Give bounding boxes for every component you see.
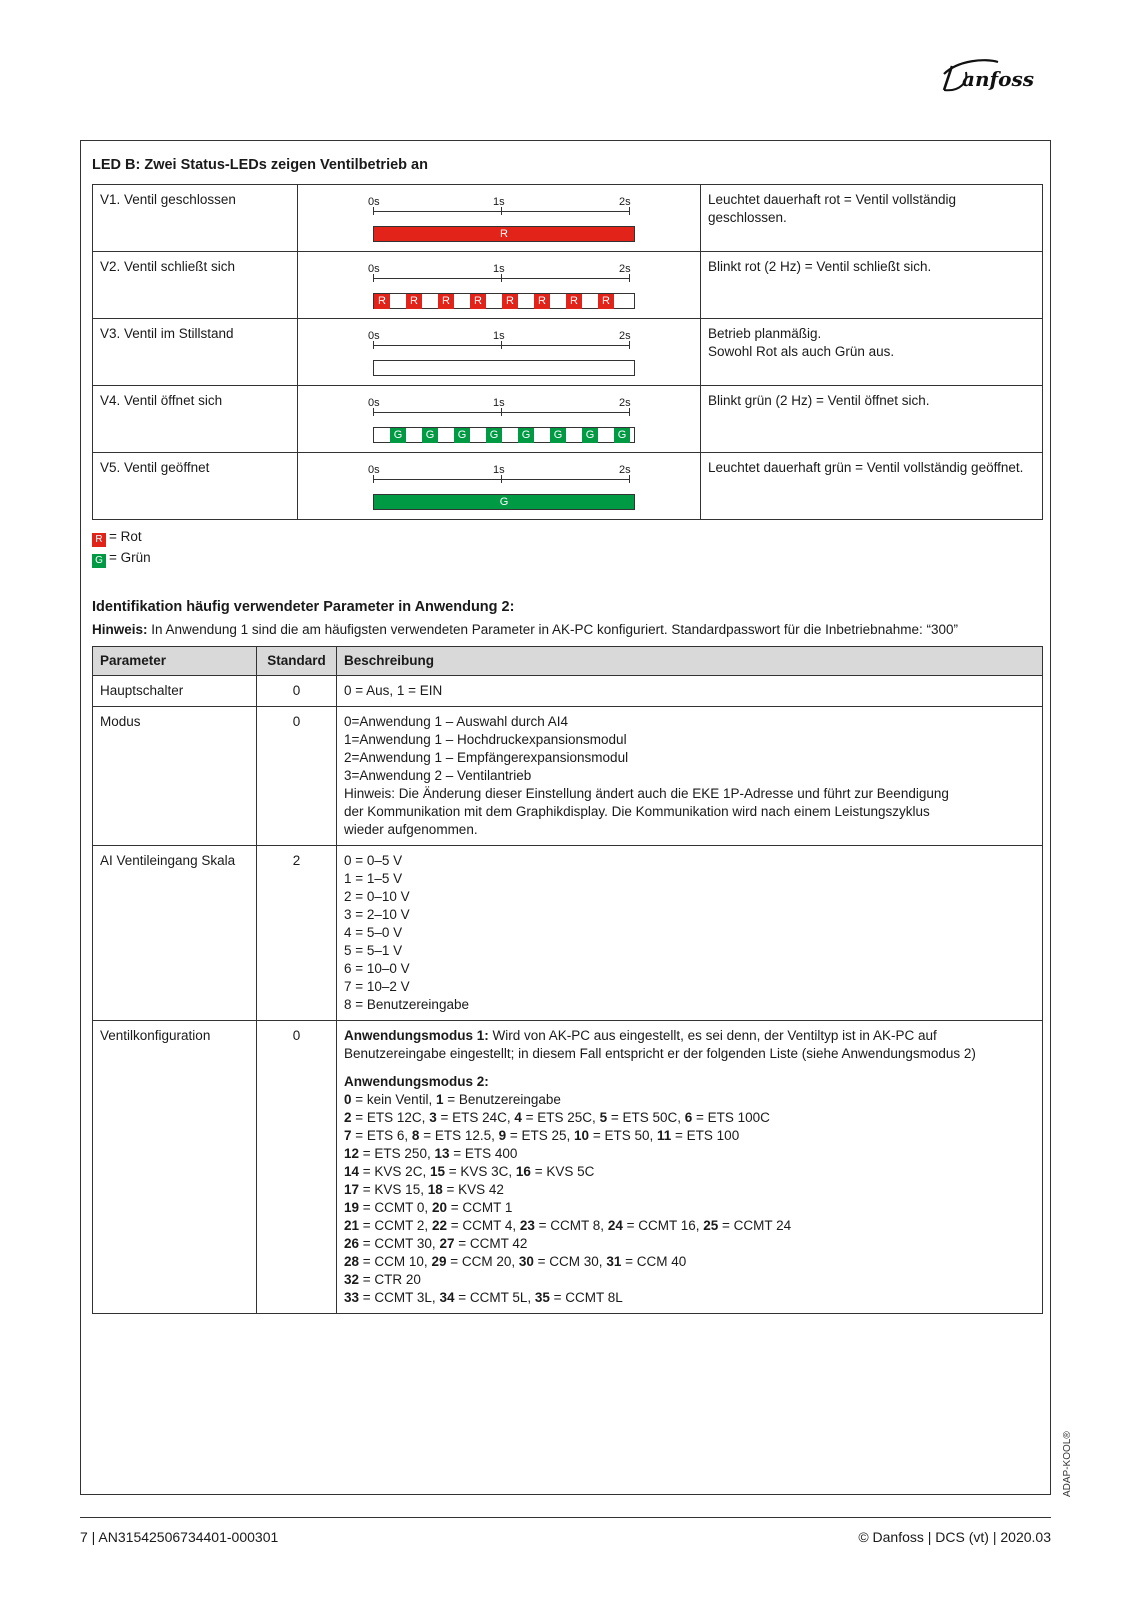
led-description: Blinkt rot (2 Hz) = Ventil schließt sich. xyxy=(701,252,1043,319)
table-row xyxy=(93,846,1043,1021)
valve-type-list xyxy=(344,1091,1035,1307)
param-default: 0 xyxy=(257,1021,337,1314)
led-bar-red: R xyxy=(373,226,635,242)
legend-item-green xyxy=(92,550,151,568)
led-description: Betrieb planmäßig. Sowohl Rot als auch Grün aus. xyxy=(701,319,1043,386)
timeline-label: 1s xyxy=(493,330,505,342)
table-row xyxy=(93,453,1043,520)
led-seg-red: R xyxy=(438,294,454,309)
legend-item-red xyxy=(92,529,142,547)
valve-type-line: 33 = CCMT 3L, 34 = CCMT 5L, 35 = CCMT 8L xyxy=(344,1290,623,1305)
table-row xyxy=(93,1021,1043,1314)
param-description: 0 = Aus, 1 = EIN xyxy=(337,676,1043,707)
param-description: 0 = 0–5 V 1 = 1–5 V 2 = 0–10 V 3 = 2–10 V 4 = 5–0 V 5 = 5–1 V 6 = 10–0 V 7 = 10–2 V 8 = Benutzereingabe xyxy=(337,846,1043,1021)
column-header: Standard xyxy=(257,647,337,676)
timeline-label: 1s xyxy=(493,464,505,476)
led-seg-red: R xyxy=(566,294,582,309)
param-name: Hauptschalter xyxy=(93,676,257,707)
valve-type-line: 19 = CCMT 0, 20 = CCMT 1 xyxy=(344,1200,513,1215)
table-row xyxy=(93,386,1043,453)
legend-swatch-red: R xyxy=(92,533,106,547)
danfoss-logo xyxy=(938,52,1050,96)
param-default: 0 xyxy=(257,707,337,846)
led-seg-red: R xyxy=(470,294,486,309)
led-seg-red: R xyxy=(502,294,518,309)
led-seg-red: R xyxy=(534,294,550,309)
led-blink-green xyxy=(373,427,635,443)
led-seg-green: G xyxy=(518,428,534,443)
valve-type-line: 7 = ETS 6, 8 = ETS 12.5, 9 = ETS 25, 10 = ETS 50, 11 = ETS 100 xyxy=(344,1128,740,1143)
led-seg-green: G xyxy=(614,428,630,443)
column-header: Parameter xyxy=(93,647,257,676)
valve-type-line: 17 = KVS 15, 18 = KVS 42 xyxy=(344,1182,504,1197)
led-seg-green: G xyxy=(486,428,502,443)
param-description: 0=Anwendung 1 – Auswahl durch AI4 1=Anwendung 1 – Hochdruckexpansionsmodul 2=Anwendung 1 – Empfängerexpansionsmodul 3=Anwendung 2 – Ventilantrieb Hinweis: Die Änderung dieser Einstellung ändert auch die EKE 1P-Adresse und führt zur Beendigung der Kommunikation mit dem Graphikdisplay. Die Kommunikation wird nach einem Leistungszyklus wieder aufgenommen. xyxy=(337,707,1043,846)
param-name: Modus xyxy=(93,707,257,846)
led-bar-green: G xyxy=(373,494,635,510)
led-timeline xyxy=(298,185,701,252)
param-note: Hinweis: In Anwendung 1 sind die am häufigsten verwendeten Parameter in AK-PC konfiguriert. Standardpasswort für die Inbetriebnahme: “300” xyxy=(92,622,958,637)
led-timeline xyxy=(298,252,701,319)
param-name: Ventilkonfiguration xyxy=(93,1021,257,1314)
led-state-name: V2. Ventil schließt sich xyxy=(93,252,298,319)
valve-type-line: 26 = CCMT 30, 27 = CCMT 42 xyxy=(344,1236,528,1251)
timeline-label: 2s xyxy=(619,464,631,476)
table-row xyxy=(93,676,1043,707)
timeline-label: 0s xyxy=(368,397,380,409)
timeline-label: 0s xyxy=(368,330,380,342)
legend-label: = Rot xyxy=(109,529,142,544)
footer-copyright: © Danfoss | DCS (vt) | 2020.03 xyxy=(858,1529,1051,1545)
led-timeline xyxy=(298,386,701,453)
timeline-label: 2s xyxy=(619,263,631,275)
led-seg-green: G xyxy=(582,428,598,443)
valve-type-line: 32 = CTR 20 xyxy=(344,1272,421,1287)
param-default: 2 xyxy=(257,846,337,1021)
table-row xyxy=(93,252,1043,319)
led-seg-green: G xyxy=(422,428,438,443)
led-description: Blinkt grün (2 Hz) = Ventil öffnet sich. xyxy=(701,386,1043,453)
column-header: Beschreibung xyxy=(337,647,1043,676)
legend-swatch-green: G xyxy=(92,554,106,568)
param-description: Anwendungsmodus 1: Wird von AK-PC aus eingestellt, es sei denn, der Ventiltyp ist in AK-PC auf Benutzereingabe eingestellt; in diesem Fall entspricht er der folgenden Liste (siehe Anwendungsmodus 2) Anwendungsmodus 2: 0 = kein Ventil, 1 = Benutzereingabe 2 = ETS 12C, 3 = ETS 24C, 4 = ETS 25C, 5 = ETS 50C, 6 = ETS 100C 7 = ETS 6, 8 = ETS 12.5, 9 = ETS 25, 10 = ETS 50, 11 = ETS 100 12 = ETS 250, 13 = ETS 400 14 = KVS 2C, 15 = KVS 3C, 16 = KVS 5C 17 = KVS 15, 18 = KVS 42 19 = CCMT 0, 20 = CCMT 1 21 = CCMT 2, 22 = CCMT 4, 23 = CCMT 8, 24 = CCMT 16, 25 = CCMT 24 26 = CCMT 30, 27 = CCMT 42 28 = CCM 10, 29 = CCM 20, 30 = CCM 30, 31 = CCM 40 32 = CTR 20 33 = CCMT 3L, 34 = CCMT 5L, 35 = CCMT 8L xyxy=(337,1021,1043,1314)
param-section-title: Identifikation häufig verwendeter Parameter in Anwendung 2: xyxy=(92,599,515,615)
timeline-label: 1s xyxy=(493,397,505,409)
timeline-label: 1s xyxy=(493,263,505,275)
valve-type-line: 14 = KVS 2C, 15 = KVS 3C, 16 = KVS 5C xyxy=(344,1164,595,1179)
timeline-label: 2s xyxy=(619,397,631,409)
table-row xyxy=(93,319,1043,386)
legend-label: = Grün xyxy=(109,550,151,565)
led-seg-green: G xyxy=(390,428,406,443)
valve-type-line: 12 = ETS 250, 13 = ETS 400 xyxy=(344,1146,518,1161)
led-table xyxy=(92,184,1043,520)
timeline-label: 0s xyxy=(368,263,380,275)
led-seg-red: R xyxy=(374,294,390,309)
led-state-name: V1. Ventil geschlossen xyxy=(93,185,298,252)
param-default: 0 xyxy=(257,676,337,707)
led-timeline xyxy=(298,319,701,386)
led-state-name: V3. Ventil im Stillstand xyxy=(93,319,298,386)
timeline-label: 2s xyxy=(619,330,631,342)
footer-divider xyxy=(80,1517,1051,1518)
table-row xyxy=(93,707,1043,846)
led-seg-red: R xyxy=(406,294,422,309)
led-seg-red: R xyxy=(598,294,614,309)
led-state-name: V4. Ventil öffnet sich xyxy=(93,386,298,453)
timeline-label: 1s xyxy=(493,196,505,208)
valve-type-line: 21 = CCMT 2, 22 = CCMT 4, 23 = CCMT 8, 24 = CCMT 16, 25 = CCMT 24 xyxy=(344,1218,792,1233)
footer-doc-id: 7 | AN31542506734401-000301 xyxy=(80,1529,279,1545)
table-header-row xyxy=(93,647,1043,676)
svg-text:anfoss: anfoss xyxy=(962,67,1034,91)
led-seg-green: G xyxy=(550,428,566,443)
led-section-title: LED B: Zwei Status-LEDs zeigen Ventilbetrieb an xyxy=(92,157,428,173)
valve-type-line: 0 = kein Ventil, 1 = Benutzereingabe xyxy=(344,1092,561,1107)
timeline-label: 0s xyxy=(368,464,380,476)
logo-text: Danfoss xyxy=(938,52,942,53)
timeline-label: 0s xyxy=(368,196,380,208)
table-row xyxy=(93,185,1043,252)
side-brand-text: ADAP-KOOL® xyxy=(1062,1431,1073,1497)
led-description: Leuchtet dauerhaft rot = Ventil vollständig geschlossen. xyxy=(701,185,1043,252)
param-name: AI Ventileingang Skala xyxy=(93,846,257,1021)
valve-type-line: 2 = ETS 12C, 3 = ETS 24C, 4 = ETS 25C, 5 = ETS 50C, 6 = ETS 100C xyxy=(344,1110,770,1125)
led-blink-red xyxy=(373,293,635,309)
parameter-table xyxy=(92,646,1043,1314)
led-timeline xyxy=(298,453,701,520)
led-bar-off xyxy=(373,360,635,376)
valve-type-line: 28 = CCM 10, 29 = CCM 20, 30 = CCM 30, 31 = CCM 40 xyxy=(344,1254,687,1269)
timeline-label: 2s xyxy=(619,196,631,208)
led-seg-green: G xyxy=(454,428,470,443)
led-state-name: V5. Ventil geöffnet xyxy=(93,453,298,520)
led-description: Leuchtet dauerhaft grün = Ventil vollständig geöffnet. xyxy=(701,453,1043,520)
